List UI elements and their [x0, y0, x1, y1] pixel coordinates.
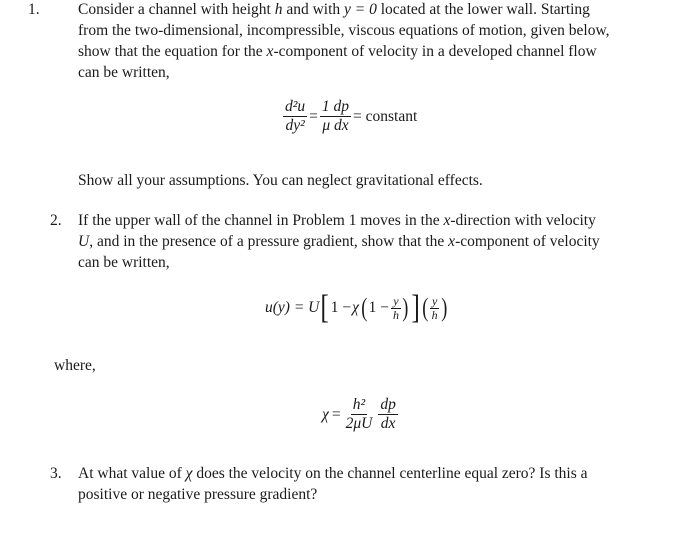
where-label: where,: [54, 357, 96, 374]
problem-2-number: 2.: [50, 212, 62, 229]
fraction-y-h-2: $\frac{y}{h}$: [431, 293, 438, 322]
problem-3-line-2: positive or negative pressure gradient?: [78, 486, 318, 503]
fraction-y-h: $\frac{y}{h}$: [392, 293, 399, 322]
problem-1-line-2: from the two-dimensional, incompressible, viscous equations of motion, given below,: [78, 22, 610, 39]
problem-2-line-3: can be written,: [78, 254, 170, 271]
problem-1-line-3: show that the equation for the x-component of velocity in a developed channel flow: [78, 43, 597, 60]
problem-1-number: 1.: [28, 1, 40, 18]
fraction-1-mu-dp-dx: $\frac{1 dp}{\text{μ dx}}$: [321, 98, 350, 134]
fraction-dp-dx: $\frac{dp}{dx}$: [380, 396, 396, 432]
problem-1-line-4: can be written,: [78, 64, 170, 81]
equation-velocity-profile: u(y) = U [ 1 − χ ( 1 − $\frac{y}{h}$ ) ] ( $\frac{y}{h}$ ): [265, 289, 447, 326]
problem-1-line-1: Consider a channel with height h and with y = 0 located at the lower wall. Starting: [78, 1, 590, 18]
fraction-d2u-dy2: $\frac{\text{d²u}}{\text{dy²}}$: [285, 98, 306, 134]
problem-2-line-2: U, and in the presence of a pressure gradient, show that the x-component of velocity: [78, 233, 600, 250]
problem-3-number: 3.: [50, 465, 62, 482]
problem-2-line-1: If the upper wall of the channel in Problem 1 moves in the x-direction with velocity: [78, 212, 596, 229]
problem-3-line-1: At what value of χ does the velocity on the channel centerline equal zero? Is this a: [78, 465, 588, 482]
equation-momentum: $\frac{\text{d²u}}{\text{dy²}}$ = $\frac{1 dp}{\text{μ dx}}$ = constant: [285, 98, 418, 134]
problem-1-note: Show all your assumptions. You can neglect gravitational effects.: [78, 172, 483, 189]
fraction-h2-2muU: $\frac{\text{h²}}{2\mu U}$: [345, 396, 373, 432]
equation-chi-definition: χ = $\frac{\text{h²}}{2\mu U}$ $\frac{dp}{dx}$: [322, 396, 396, 432]
